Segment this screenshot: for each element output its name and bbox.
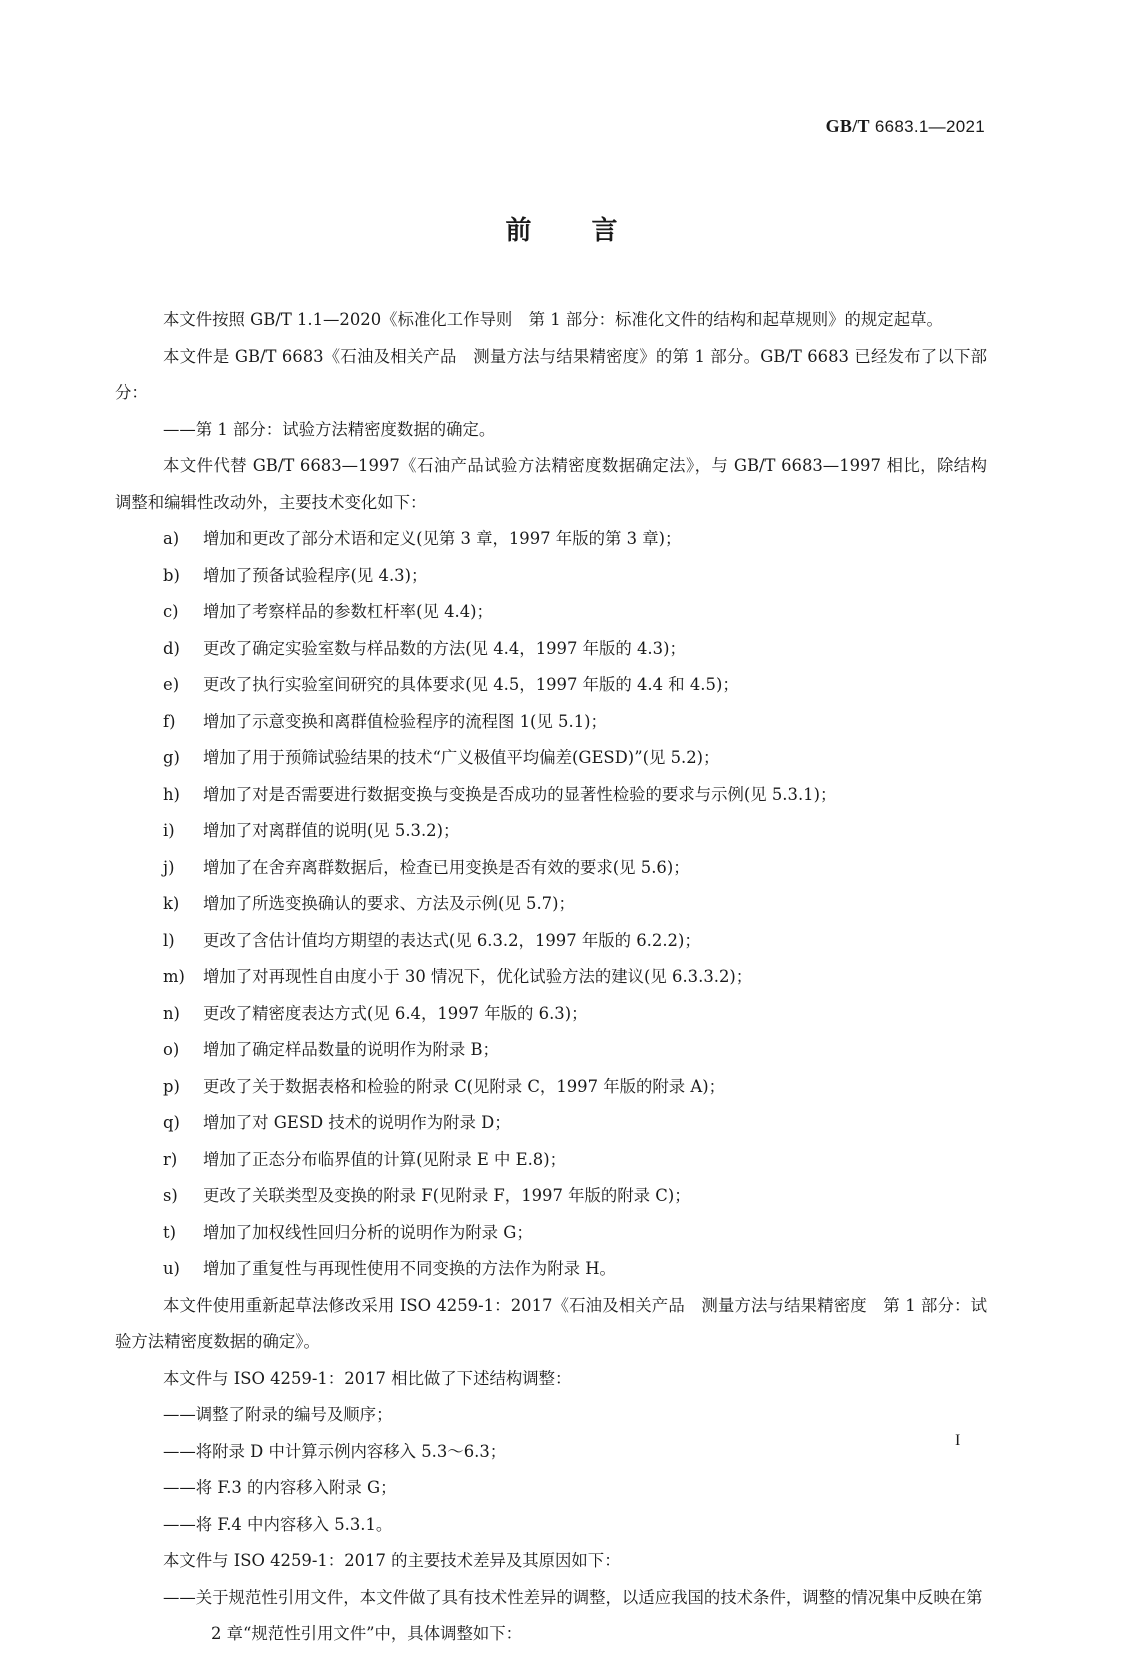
item-text: 增加了确定样品数量的说明作为附录 B；	[203, 1040, 499, 1059]
item-label: g)	[163, 748, 180, 767]
item-text: 增加了预备试验程序(见 4.3)；	[203, 565, 428, 585]
list-item	[115, 1215, 987, 1252]
list-item	[115, 1032, 987, 1069]
page-number: I	[955, 1432, 961, 1449]
list-item	[115, 886, 987, 923]
item-label: t)	[163, 1222, 176, 1242]
item-label: r)	[163, 1149, 178, 1169]
part-list-item: ——第 1 部分：试验方法精密度数据的确定。	[163, 419, 496, 439]
item-label: i)	[163, 821, 175, 840]
paragraph-drafting-rules: 本文件按照 GB/T 1.1—2020《标准化工作导则 第 1 部分：标准化文件的结构和起草规则》的规定起草。	[163, 310, 943, 329]
item-text: 增加了加权线性回归分析的说明作为附录 G；	[203, 1222, 533, 1242]
item-label: p)	[163, 1076, 180, 1096]
item-text: 增加了用于预筛试验结果的技术“广义极值平均偏差(GESD)”(见 5.2)；	[203, 748, 720, 767]
list-item: ——将 F.4 中内容移入 5.3.1。	[163, 1514, 393, 1534]
list-item	[115, 959, 987, 996]
list-item	[115, 740, 987, 777]
paragraph-technical-differences: 本文件与 ISO 4259-1：2017 的主要技术差异及其原因如下：	[163, 1551, 621, 1570]
item-label: s)	[163, 1186, 178, 1205]
item-text: 增加了对再现性自由度小于 30 情况下，优化试验方法的建议(见 6.3.3.2)；	[203, 967, 753, 986]
standard-code	[826, 116, 985, 137]
list-item	[115, 777, 987, 814]
paragraph-structural-adjustments: 本文件与 ISO 4259-1：2017 相比做了下述结构调整：	[163, 1368, 572, 1388]
list-item: ——将 F.3 的内容移入附录 G；	[163, 1478, 397, 1497]
list-item	[115, 813, 987, 850]
list-item	[115, 521, 987, 558]
item-text: 增加了对是否需要进行数据变换与变换是否成功的显著性检验的要求与示例(见 5.3.1)；	[203, 784, 837, 804]
item-label: m)	[163, 967, 185, 986]
item-text: 更改了含估计值均方期望的表达式(见 6.3.2，1997 年版的 6.2.2)；	[203, 930, 701, 950]
list-item	[115, 1178, 987, 1215]
item-label: d)	[163, 638, 180, 658]
page-title: 前言	[505, 216, 678, 246]
item-label: k)	[163, 894, 180, 913]
item-text: 增加和更改了部分术语和定义(见第 3 章，1997 年版的第 3 章)；	[203, 529, 682, 548]
item-label: a)	[163, 529, 180, 548]
item-label: l)	[163, 930, 175, 950]
item-label: o)	[163, 1040, 180, 1059]
list-item	[115, 1105, 987, 1142]
item-text: 更改了关于数据表格和检验的附录 C(见附录 C，1997 年版的附录 A)；	[203, 1076, 726, 1096]
item-text: 增加了重复性与再现性使用不同变换的方法作为附录 H。	[203, 1259, 616, 1278]
document-body	[115, 302, 987, 1653]
item-text: 增加了所选变换确认的要求、方法及示例(见 5.7)；	[203, 894, 575, 913]
paragraph-series-info: 本文件是 GB/T 6683《石油及相关产品 测量方法与结果精密度》的第 1 部分。GB/T 6683 已经发布了以下部分：	[115, 346, 987, 402]
item-label: h)	[163, 784, 180, 804]
item-label: j)	[163, 857, 175, 877]
structural-changes-list	[115, 1397, 987, 1543]
item-text: 更改了执行实验室间研究的具体要求(见 4.5，1997 年版的 4.4 和 4.5)；	[203, 675, 739, 694]
paragraph-replacement: 本文件代替 GB/T 6683—1997《石油产品试验方法精密度数据确定法》，与 GB/T 6683—1997 相比，除结构调整和编辑性改动外，主要技术变化如下：	[115, 456, 987, 512]
item-label: q)	[163, 1113, 180, 1132]
item-text: 更改了精密度表达方式(见 6.4，1997 年版的 6.3)；	[203, 1003, 588, 1023]
list-item	[115, 594, 987, 631]
item-label: u)	[163, 1259, 180, 1278]
item-text: 增加了考察样品的参数杠杆率(见 4.4)；	[203, 602, 493, 621]
item-label: e)	[163, 675, 180, 694]
standard-prefix: GB/T	[825, 116, 870, 136]
changes-list	[115, 521, 987, 1288]
item-text: 增加了示意变换和离群值检验程序的流程图 1(见 5.1)；	[203, 711, 607, 731]
standard-number: 6683.1—2021	[874, 117, 985, 136]
list-item	[115, 996, 987, 1033]
item-text: 增加了在舍弃离群数据后，检查已用变换是否有效的要求(见 5.6)；	[203, 857, 690, 877]
list-item: ——将附录 D 中计算示例内容移入 5.3～6.3；	[163, 1441, 507, 1461]
item-text: 更改了关联类型及变换的附录 F(见附录 F，1997 年版的附录 C)；	[203, 1186, 691, 1205]
list-item	[115, 850, 987, 887]
list-item	[115, 1069, 987, 1106]
list-item	[115, 558, 987, 595]
list-item	[115, 1251, 987, 1288]
item-text: 增加了对 GESD 技术的说明作为附录 D；	[203, 1113, 511, 1132]
list-item	[115, 667, 987, 704]
list-item: ——关于规范性引用文件，本文件做了具有技术性差异的调整，以适应我国的技术条件，调整的情况集中反映在第 2 章“规范性引用文件”中，具体调整如下：	[163, 1587, 983, 1643]
list-item	[115, 923, 987, 960]
list-item: ——调整了附录的编号及顺序；	[163, 1405, 393, 1424]
item-text: 增加了正态分布临界值的计算(见附录 E 中 E.8)；	[203, 1149, 567, 1169]
paragraph-adoption: 本文件使用重新起草法修改采用 ISO 4259-1：2017《石油及相关产品 测量方法与结果精密度 第 1 部分：试验方法精密度数据的确定》。	[115, 1295, 987, 1351]
list-item	[115, 1142, 987, 1179]
item-label: f)	[163, 711, 176, 731]
item-text: 增加了对离群值的说明(见 5.3.2)；	[203, 821, 460, 840]
list-item	[115, 704, 987, 741]
item-label: b)	[163, 565, 180, 585]
list-item	[115, 631, 987, 668]
item-label: n)	[163, 1003, 180, 1023]
item-label: c)	[163, 602, 179, 621]
item-text: 更改了确定实验室数与样品数的方法(见 4.4，1997 年版的 4.3)；	[203, 638, 686, 658]
